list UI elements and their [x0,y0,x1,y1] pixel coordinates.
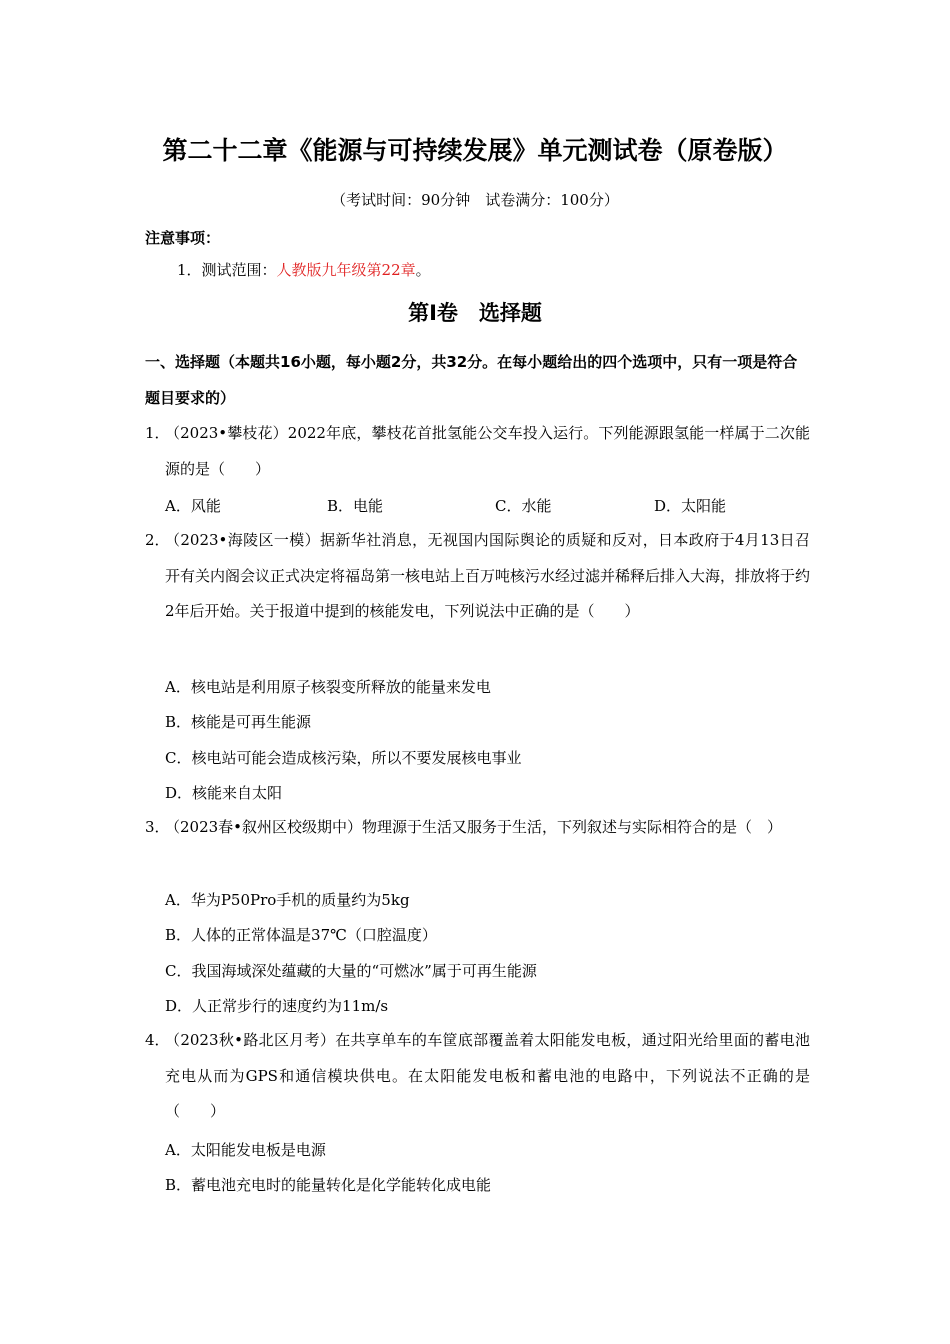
question-number: 4． [145,1031,170,1049]
question-3-option-d: D．人正常步行的速度约为11m/s [165,997,389,1015]
notice-item-scope [177,258,431,282]
question-2-option-c: C．核电站可能会造成核污染，所以不要发展核电事业 [165,749,522,767]
notice-item-suffix: 。 [415,261,431,279]
question-4-option-b: B．蓄电池充电时的能量转化是化学能转化成电能 [165,1176,492,1194]
exam-info: （考试时间：90分钟 试卷满分：100分） [331,191,619,209]
option-a: A．风能 [165,497,221,515]
option-b: B．电能 [327,497,384,515]
question-stem: （2023•攀枝花）2022年底，攀枝花首批氢能公交车投入运行。下列能源跟氢能一样属于二次能源的是（ ） [165,424,810,478]
question-3-option-c: C．我国海域深处蕴藏的大量的“可燃冰”属于可再生能源 [165,962,537,980]
question-3 [145,810,810,846]
notice-item-scope-value: 人教版九年级第22章 [276,261,416,279]
option-c: C．水能 [495,497,552,515]
notice-item-prefix: 1．测试范围： [177,261,277,279]
question-2-option-a: A．核电站是利用原子核裂变所释放的能量来发电 [165,678,491,696]
part-heading: 一、选择题（本题共16小题，每小题2分，共32分。在每小题给出的四个选项中，只有一项是符合题目要求的） [145,353,798,407]
question-4 [145,1023,810,1130]
question-number: 3． [145,818,170,836]
question-3-option-a: A．华为P50Pro手机的质量约为5kg [165,891,410,909]
question-stem: （2023春•叙州区校级期中）物理源于生活又服务于生活，下列叙述与实际相符合的是（ ） [165,818,783,836]
question-1 [145,416,810,487]
question-number: 1． [145,424,170,442]
question-number: 2． [145,531,170,549]
doc-title: 第二十二章《能源与可持续发展》单元测试卷（原卷版） [162,136,788,165]
question-stem: （2023秋•路北区月考）在共享单车的车筐底部覆盖着太阳能发电板，通过阳光给里面的蓄电池充电从而为GPS和通信模块供电。在太阳能发电板和蓄电池的电路中，下列说法不正确的是（ ） [165,1031,810,1120]
question-4-option-a: A．太阳能发电板是电源 [165,1141,326,1159]
notice-heading: 注意事项： [145,229,221,247]
question-stem: （2023•海陵区一模）据新华社消息，无视国内国际舆论的质疑和反对，日本政府于4月13日召开有关内阁会议正式决定将福岛第一核电站上百万吨核污水经过滤并稀释后排入大海，排放将于约2年后开始。关于报道中提到的核能发电，下列说法中正确的是（ ） [165,531,811,620]
question-2 [145,523,810,630]
question-3-option-b: B．人体的正常体温是37℃（口腔温度） [165,926,437,944]
question-2-option-d: D．核能来自太阳 [165,784,283,802]
option-d: D．太阳能 [654,497,727,515]
question-2-option-b: B．核能是可再生能源 [165,713,312,731]
section-title: 第Ⅰ卷 选择题 [408,301,542,325]
